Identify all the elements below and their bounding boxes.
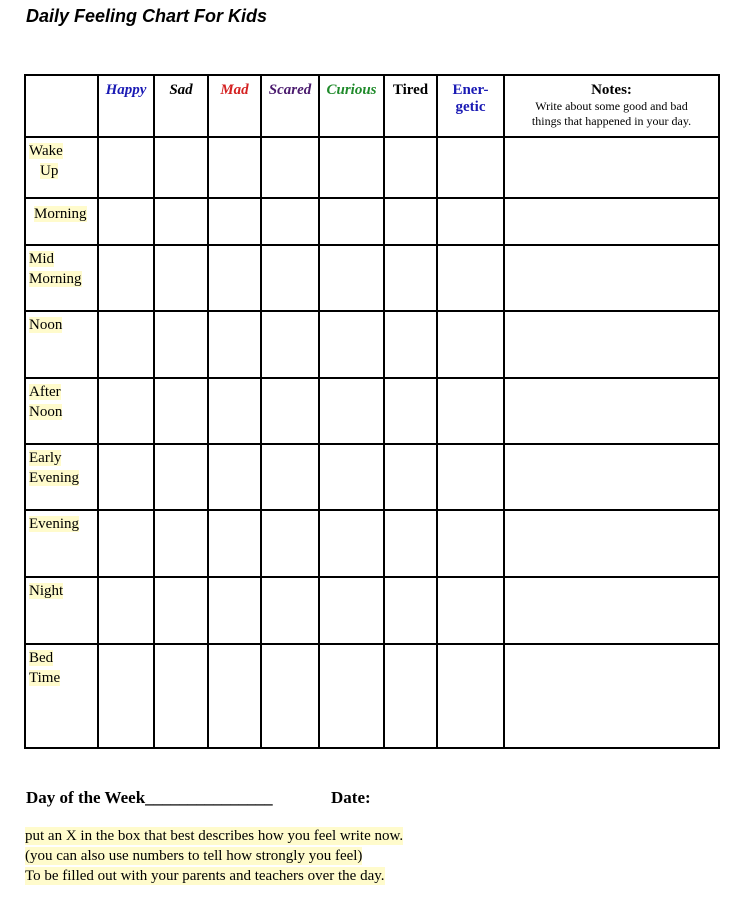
cell-sad[interactable] xyxy=(154,311,208,378)
table-row xyxy=(25,378,719,444)
cell-mad[interactable] xyxy=(208,644,261,748)
cell-happy[interactable] xyxy=(98,198,154,245)
header-scared: Scared xyxy=(261,75,319,137)
cell-tired[interactable] xyxy=(384,577,437,644)
feeling-chart-table xyxy=(24,74,720,749)
cell-scared[interactable] xyxy=(261,245,319,311)
row-label xyxy=(25,198,98,245)
cell-mad[interactable] xyxy=(208,311,261,378)
row-label xyxy=(25,137,98,198)
cell-tired[interactable] xyxy=(384,198,437,245)
cell-energetic[interactable] xyxy=(437,644,504,748)
header-tired: Tired xyxy=(384,75,437,137)
cell-sad[interactable] xyxy=(154,245,208,311)
table-row xyxy=(25,245,719,311)
cell-tired[interactable] xyxy=(384,444,437,510)
cell-curious[interactable] xyxy=(319,444,384,510)
cell-happy[interactable] xyxy=(98,137,154,198)
row-label-line1: Night xyxy=(29,583,64,599)
cell-mad[interactable] xyxy=(208,444,261,510)
cell-mad[interactable] xyxy=(208,378,261,444)
header-curious: Curious xyxy=(319,75,384,137)
cell-energetic[interactable] xyxy=(437,137,504,198)
cell-sad[interactable] xyxy=(154,444,208,510)
cell-happy[interactable] xyxy=(98,378,154,444)
row-label-line2: Morning xyxy=(29,271,82,287)
row-label xyxy=(25,644,98,748)
table-row xyxy=(25,577,719,644)
cell-scared[interactable] xyxy=(261,644,319,748)
cell-sad[interactable] xyxy=(154,378,208,444)
header-energetic-line2: getic xyxy=(455,99,486,115)
cell-curious[interactable] xyxy=(319,245,384,311)
header-energetic-line1: Ener- xyxy=(452,82,489,98)
cell-scared[interactable] xyxy=(261,510,319,577)
table-row xyxy=(25,444,719,510)
instruction-line-2: (you can also use numbers to tell how strongly you feel) xyxy=(25,848,363,864)
cell-happy[interactable] xyxy=(98,245,154,311)
cell-sad[interactable] xyxy=(154,644,208,748)
cell-sad[interactable] xyxy=(154,577,208,644)
cell-energetic[interactable] xyxy=(437,311,504,378)
cell-tired[interactable] xyxy=(384,311,437,378)
row-label-line2: Time xyxy=(29,670,61,686)
row-label xyxy=(25,245,98,311)
row-label-line1: Early xyxy=(29,450,62,466)
cell-scared[interactable] xyxy=(261,137,319,198)
cell-tired[interactable] xyxy=(384,137,437,198)
row-label-line2: Up xyxy=(40,163,59,179)
cell-happy[interactable] xyxy=(98,577,154,644)
row-label xyxy=(25,577,98,644)
cell-notes[interactable] xyxy=(504,577,719,644)
cell-mad[interactable] xyxy=(208,198,261,245)
notes-title: Notes: xyxy=(591,82,632,98)
cell-mad[interactable] xyxy=(208,577,261,644)
cell-mad[interactable] xyxy=(208,245,261,311)
cell-energetic[interactable] xyxy=(437,198,504,245)
cell-energetic[interactable] xyxy=(437,378,504,444)
row-label-line2: Evening xyxy=(29,470,79,486)
row-label xyxy=(25,444,98,510)
table-row xyxy=(25,644,719,748)
notes-subtitle-line1: Write about some good and bad xyxy=(535,99,688,113)
cell-tired[interactable] xyxy=(384,644,437,748)
instruction-line-3: To be filled out with your parents and teachers over the day. xyxy=(25,868,385,884)
cell-happy[interactable] xyxy=(98,311,154,378)
instruction-line-1: put an X in the box that best describes how you feel write now. xyxy=(25,828,404,844)
corner-cell xyxy=(25,75,98,137)
table-row xyxy=(25,311,719,378)
header-energetic xyxy=(437,75,504,137)
header-sad: Sad xyxy=(154,75,208,137)
cell-energetic[interactable] xyxy=(437,245,504,311)
cell-scared[interactable] xyxy=(261,577,319,644)
cell-notes[interactable] xyxy=(504,137,719,198)
cell-happy[interactable] xyxy=(98,644,154,748)
cell-notes[interactable] xyxy=(504,311,719,378)
day-of-week-field: Day of the Week_______________ xyxy=(26,788,273,807)
cell-energetic[interactable] xyxy=(437,510,504,577)
cell-notes[interactable] xyxy=(504,444,719,510)
cell-energetic[interactable] xyxy=(437,444,504,510)
cell-scared[interactable] xyxy=(261,198,319,245)
header-mad: Mad xyxy=(208,75,261,137)
cell-tired[interactable] xyxy=(384,510,437,577)
table-row xyxy=(25,137,719,198)
cell-energetic[interactable] xyxy=(437,577,504,644)
cell-sad[interactable] xyxy=(154,510,208,577)
cell-tired[interactable] xyxy=(384,245,437,311)
row-label-line1: Mid xyxy=(29,251,55,267)
cell-sad[interactable] xyxy=(154,137,208,198)
row-label-line1: Noon xyxy=(29,317,63,333)
cell-curious[interactable] xyxy=(319,577,384,644)
cell-curious[interactable] xyxy=(319,137,384,198)
header-row xyxy=(25,75,719,137)
cell-notes[interactable] xyxy=(504,378,719,444)
cell-notes[interactable] xyxy=(504,198,719,245)
cell-happy[interactable] xyxy=(98,510,154,577)
row-label-line2: Noon xyxy=(29,404,63,420)
cell-scared[interactable] xyxy=(261,444,319,510)
table-row xyxy=(25,198,719,245)
cell-curious[interactable] xyxy=(319,378,384,444)
cell-happy[interactable] xyxy=(98,444,154,510)
cell-curious[interactable] xyxy=(319,510,384,577)
row-label-line1: Bed xyxy=(29,650,54,666)
date-field: Date: xyxy=(331,788,371,807)
cell-curious[interactable] xyxy=(319,198,384,245)
cell-notes[interactable] xyxy=(504,510,719,577)
row-label-line1: Evening xyxy=(29,516,79,532)
cell-scared[interactable] xyxy=(261,378,319,444)
row-label-line1: After xyxy=(29,384,61,400)
row-label xyxy=(25,510,98,577)
table-row xyxy=(25,510,719,577)
cell-mad[interactable] xyxy=(208,137,261,198)
cell-mad[interactable] xyxy=(208,510,261,577)
cell-tired[interactable] xyxy=(384,378,437,444)
cell-notes[interactable] xyxy=(504,245,719,311)
cell-sad[interactable] xyxy=(154,198,208,245)
row-label-line1: Wake xyxy=(29,143,63,159)
cell-scared[interactable] xyxy=(261,311,319,378)
notes-subtitle-line2: things that happened in your day. xyxy=(531,114,692,128)
cell-curious[interactable] xyxy=(319,644,384,748)
header-notes xyxy=(504,75,719,137)
cell-notes[interactable] xyxy=(504,644,719,748)
header-happy: Happy xyxy=(98,75,154,137)
row-label xyxy=(25,378,98,444)
cell-curious[interactable] xyxy=(319,311,384,378)
row-label-line1: Morning xyxy=(34,206,87,222)
row-label xyxy=(25,311,98,378)
page-title: Daily Feeling Chart For Kids xyxy=(26,6,268,26)
